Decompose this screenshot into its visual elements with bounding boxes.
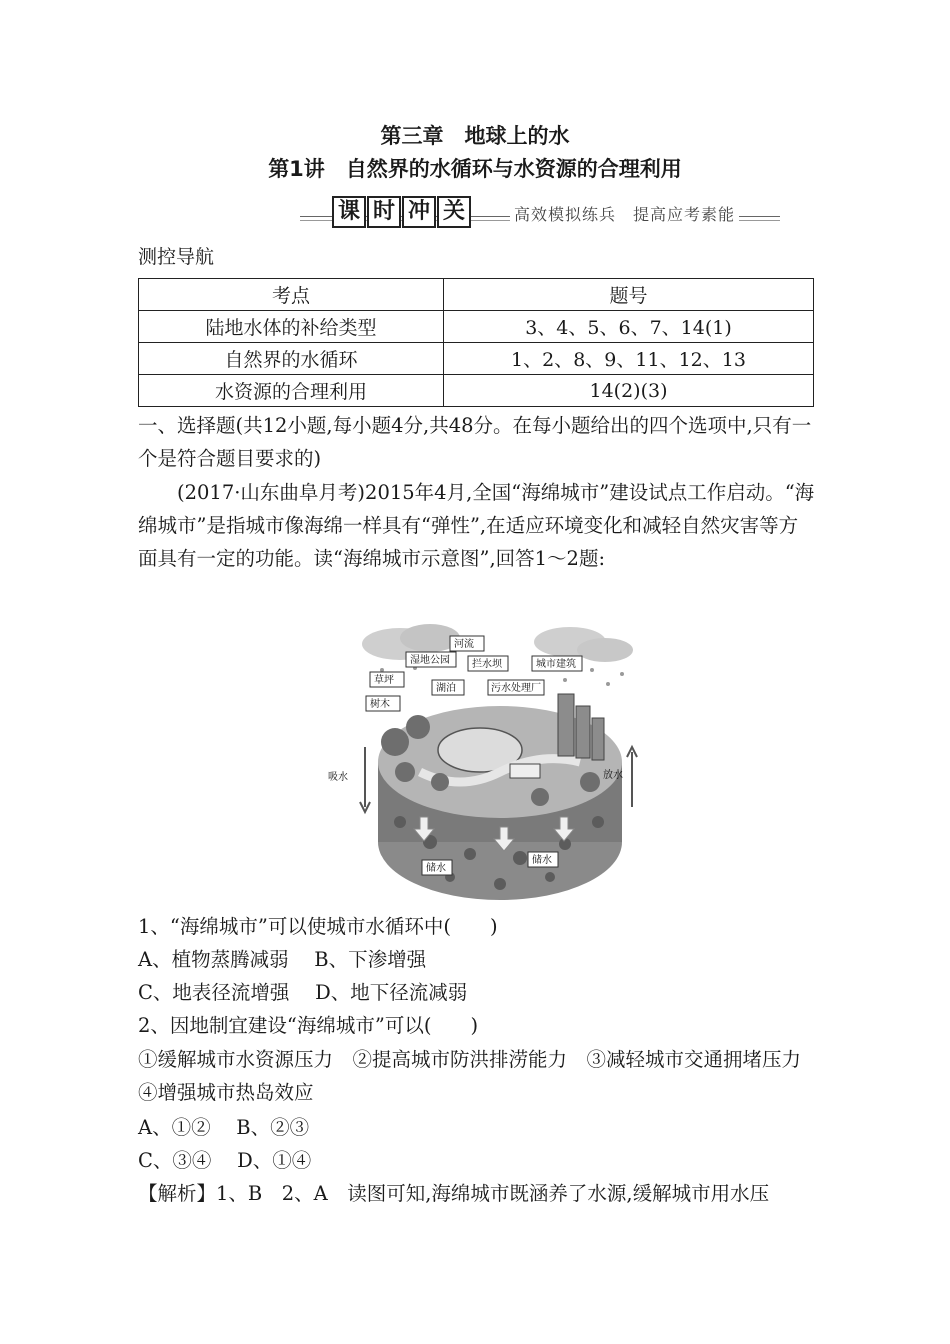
navigation-table [138,278,814,407]
table-cell: 水资源的合理利用 [139,375,444,407]
question-2-options-cd: C、③④ D、①④ [138,1149,312,1172]
question-1-options-cd: C、地表径流增强 D、地下径流减弱 [138,981,468,1004]
label-wetland-park: 湿地公园 [410,655,450,666]
banner-char-1: 课 [332,196,366,228]
label-store-left: 储水 [426,863,446,874]
table-cell: 自然界的水循环 [139,343,444,375]
table-cell: 陆地水体的补给类型 [139,311,444,343]
table-header: 题号 [444,279,814,311]
label-lake: 湖泊 [436,683,456,694]
section-banner [300,194,780,230]
label-lawn: 草坪 [374,675,394,686]
label-city-building: 城市建筑 [536,659,576,670]
label-absorb: 吸水 [328,772,348,783]
table-row [139,311,814,343]
question-2-options-ab: A、①② B、②③ [138,1116,310,1139]
label-dam: 拦水坝 [472,659,502,670]
table-row [139,343,814,375]
label-store-right: 储水 [532,855,552,866]
label-release: 放水 [603,770,623,781]
table-header: 考点 [139,279,444,311]
question-1-options-ab: A、植物蒸腾减弱 B、下渗增强 [138,948,427,971]
banner-subtitle: 高效模拟练兵 提高应考素能 [510,202,739,225]
question-1: 1、“海绵城市”可以使城市水循环中( ) [138,915,498,938]
banner-char-4: 关 [437,196,471,228]
question-passage: (2017·山东曲阜月考)2015年4月,全国“海绵城市”建设试点工作启动。“海绵城市”是指城市像海绵一样具有“弹性”,在适应环境变化和减轻自然灾害等方面具有一定的功能。读“海绵城市示意图”,回答1～2题: [138,481,815,570]
question-2: 2、因地制宜建设“海绵城市”可以( ) [138,1014,479,1037]
table-cell: 14(2)(3) [444,375,814,407]
label-sewage-plant: 污水处理厂 [491,683,541,694]
question-2-statements: ①缓解城市水资源压力 ②提高城市防洪排涝能力 ③减轻城市交通拥堵压力 ④增强城市热岛效应 [138,1048,821,1104]
section-intro: 一、选择题(共12小题,每小题4分,共48分。在每小题给出的四个选项中,只有一个是符合题目要求的) [138,414,812,470]
answer-analysis: 【解析】1、B 2、A 读图可知,海绵城市既涵养了水源,缓解城市用水压 [138,1182,770,1205]
label-tree: 树木 [370,699,390,710]
table-cell: 1、2、8、9、11、12、13 [444,343,814,375]
banner-char-2: 时 [367,196,401,228]
lesson-title: 第1讲 自然界的水循环与水资源的合理利用 [268,157,682,181]
table-header-row [139,279,814,311]
banner-char-3: 冲 [402,196,436,228]
table-row [139,375,814,407]
nav-heading: 测控导航 [138,246,215,268]
chapter-title: 第三章 地球上的水 [380,124,570,148]
sponge-city-diagram [328,622,640,904]
table-cell: 3、4、5、6、7、14(1) [444,311,814,343]
label-river: 河流 [454,639,474,650]
